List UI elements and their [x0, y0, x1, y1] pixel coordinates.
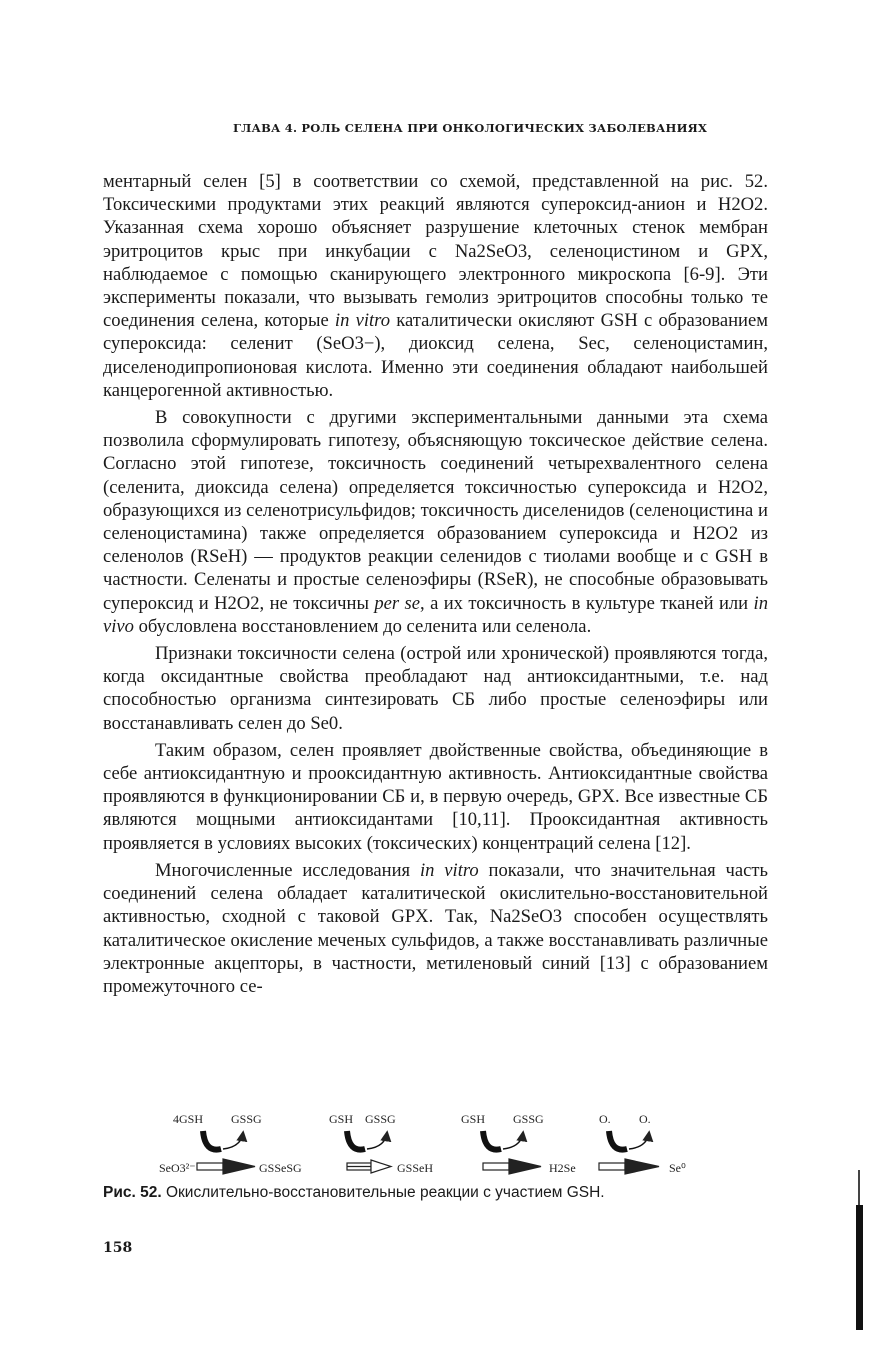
- paragraph-5-text: Многочисленные исследования: [155, 859, 420, 881]
- label-4gsh: 4GSH: [173, 1112, 204, 1126]
- body-text: [103, 170, 768, 1002]
- reaction-arrow-icon-2: [347, 1160, 391, 1173]
- species-gssesg: GSSeSG: [259, 1161, 302, 1175]
- curved-arrow-icon-1: [203, 1131, 243, 1150]
- italic-in-vitro-2: in vitro: [419, 859, 479, 881]
- italic-per-se: per se: [374, 592, 421, 614]
- scan-edge-mark: [856, 1205, 863, 1330]
- paragraph-2: [103, 406, 768, 638]
- paragraph-1-text: ментарный селен [5] в соответствии со схемой, представленной на рис. 52. Токсическими продуктами этих реакций являются супероксид-анион и H2O2. Указанная схема хорошо объясняет разрушение клеточных стенок мембран эритроцитов крыс при инкубации с Na2SeO3, селеноцистином и GPX, наблюдаемое с помощью сканирующего электронного микроскопа [6-9]. Эти эксперименты показали, что вызывать гемолиз эритроцитов способны только те соединения селена, которые: [103, 171, 768, 332]
- species-gsseh: GSSeH: [397, 1161, 434, 1175]
- paragraph-5: [103, 859, 768, 998]
- species-selenite: SeO3²⁻: [159, 1161, 196, 1175]
- label-o-2: O.: [639, 1112, 651, 1126]
- italic-in-vitro: in vitro: [334, 310, 391, 332]
- scan-edge-line: [858, 1170, 860, 1210]
- paragraph-2-mid: , а их токсичность в культуре тканей или: [420, 592, 754, 614]
- species-se0: Se⁰: [669, 1161, 686, 1175]
- paragraph-1-rest: каталитически окисляют GSH с образованием супероксида: селенит (SeO3−), диоксид селена, Sec, селеноцистамин, диселенодипропионовая кислота. Именно эти соединения обладают наибольшей канцерогенной активностью.: [103, 310, 769, 401]
- label-o-1: O.: [599, 1112, 611, 1126]
- curved-arrow-icon-3: [483, 1131, 523, 1150]
- label-gssg-2: GSSG: [365, 1112, 396, 1126]
- reaction-scheme: [103, 1103, 768, 1183]
- curved-arrow-icon-4: [609, 1131, 649, 1150]
- species-h2se: H2Se: [549, 1161, 576, 1175]
- label-gsh-2: GSH: [329, 1112, 354, 1126]
- paragraph-4: Таким образом, селен проявляет двойственные свойства, объединяющие в себе антиоксидантную и прооксидантную активность. Антиоксидантные свойства проявляются в функционировании СБ и, в первую очередь, GPX. Все известные СБ являются мощными антиоксидантами [10,11]. Прооксидантная активность проявляется в условиях высоких (токсических) концентраций селена [12].: [103, 739, 768, 854]
- paragraph-5-rest: показали, что значительная часть соединений селена обладает каталитической окислительно-восстановительной активностью, сходной с таковой GPX. Так, Na2SeO3 способен осуществлять каталитическое окисление меченых сульфидов, а также восстанавливать различные электронные акцепторы, в частности, метиленовый синий [13] с образованием промежуточного се-: [103, 859, 768, 997]
- page-number: 158: [103, 1240, 133, 1256]
- reaction-arrow-icon-3: [483, 1159, 541, 1174]
- caption-label: Рис. 52.: [103, 1184, 162, 1201]
- reaction-arrow-icon-4: [599, 1159, 659, 1174]
- paragraph-1: [103, 170, 768, 402]
- caption-text: Окислительно-восстановительные реакции с участием GSH.: [161, 1184, 605, 1201]
- paragraph-3: Признаки токсичности селена (острой или хронической) проявляются тогда, когда оксидантные свойства преобладают над антиоксидантными, т.е. над способностью организма синтезировать СБ либо простые селеноэфиры или восстанавливать селен до Se0.: [103, 643, 768, 734]
- paragraph-2-text: В совокупности с другими экспериментальными данными эта схема позволила сформулировать гипотезу, объясняющую токсическое действие селена. Согласно этой гипотезе, токсичность соединений четырехвалентного селена (селенита, диоксида селена) определяется токсичностью супероксида и H2O2, образующихся из селенотрисульфидов; токсичность диселенидов (селеноцистина и селеноцистамина) также определяется образованием супероксида и H2O2 из селенолов (RSeH) — продуктов реакции селенидов с тиолами вообще и с GSH в частности. Селенаты и простые селеноэфиры (RSeR), не способные образовывать супероксид и H2O2, не токсичны: [103, 407, 768, 614]
- label-gsh-3: GSH: [461, 1112, 486, 1126]
- figure-caption: [103, 1184, 605, 1202]
- label-gssg-1: GSSG: [231, 1112, 262, 1126]
- reaction-arrow-icon-1: [197, 1159, 255, 1174]
- italic-in-vivo: in vivo: [103, 592, 768, 637]
- reaction-scheme-svg: [103, 1103, 768, 1183]
- label-gssg-3: GSSG: [513, 1112, 544, 1126]
- paragraph-2-end: обусловлена восстановлением до селенита или селенола.: [133, 615, 592, 637]
- curved-arrow-icon-2: [347, 1131, 387, 1150]
- running-header: ГЛАВА 4. РОЛЬ СЕЛЕНА ПРИ ОНКОЛОГИЧЕСКИХ ЗАБОЛЕВАНИЯХ: [233, 121, 708, 135]
